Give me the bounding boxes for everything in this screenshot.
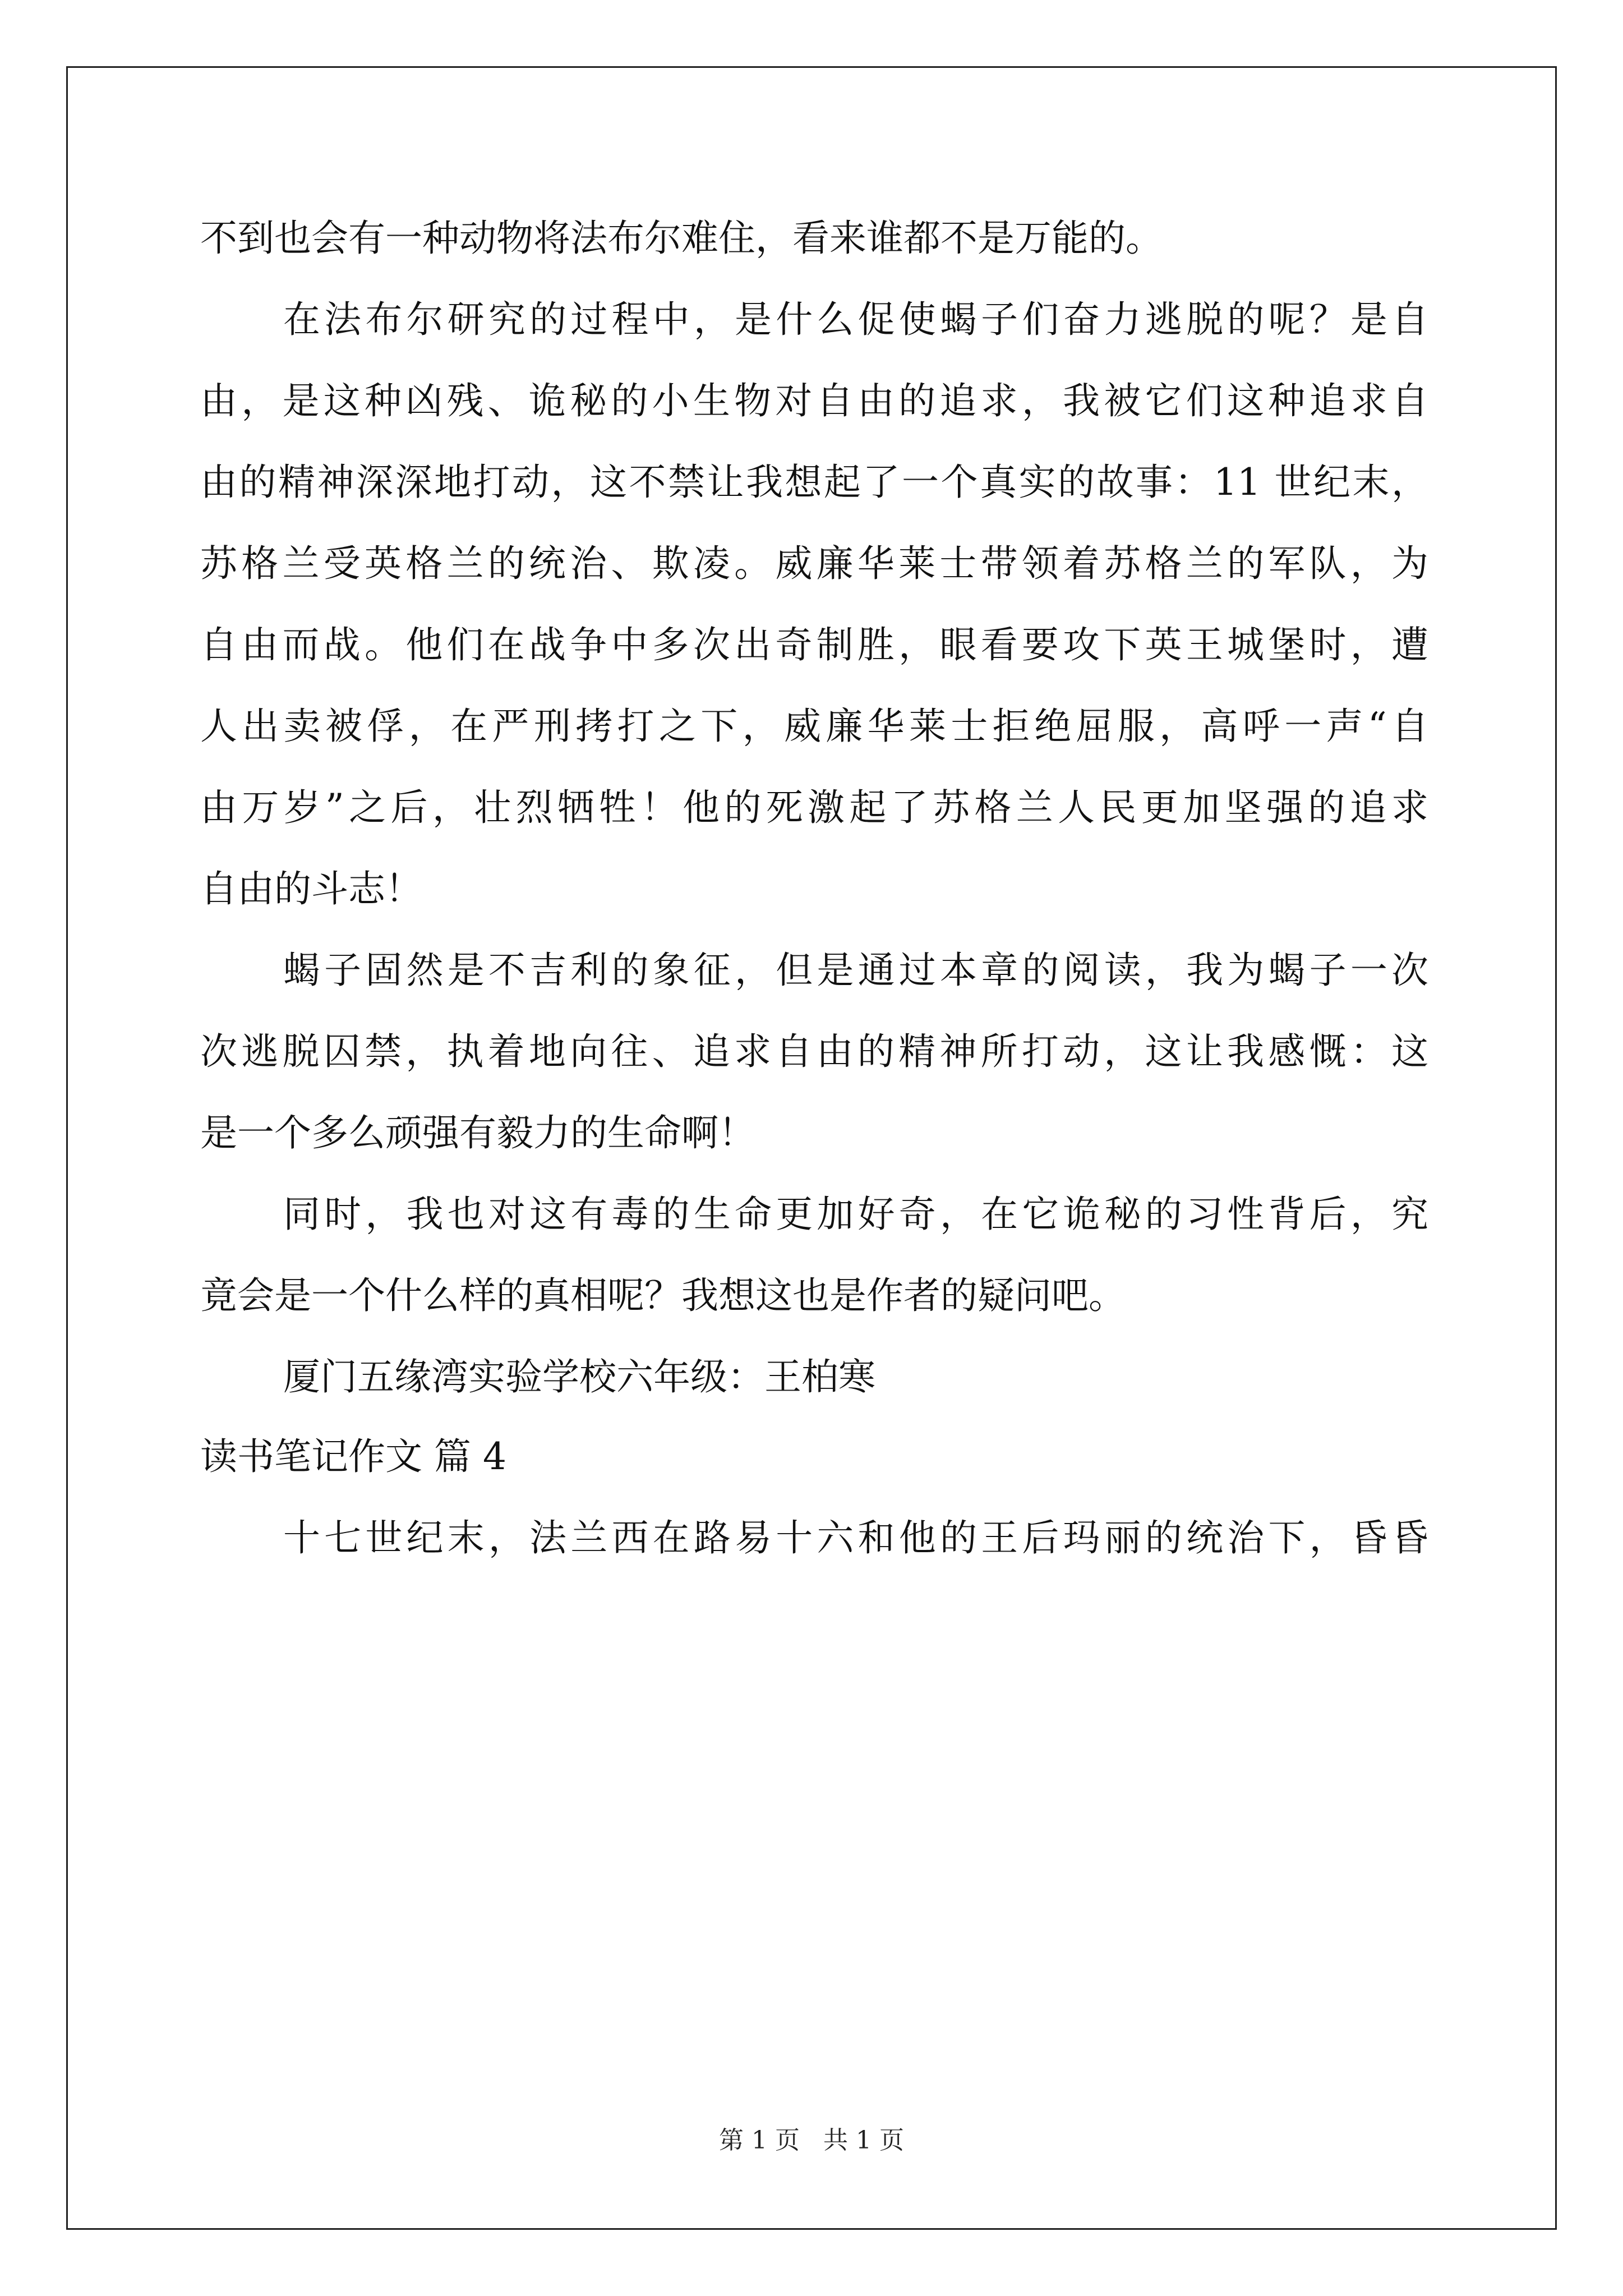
paragraph-first-line: 在法布尔研究的过程中，是什么促使蝎子们奋力逃脱的呢？是自	[283, 298, 1428, 341]
text-line: 竟会是一个什么样的真相呢？我想这也是作者的疑问吧。	[200, 1274, 1126, 1317]
text-line: 由，是这种凶残、诡秘的小生物对自由的追求，我被它们这种追求自	[200, 379, 1428, 422]
page-footer: 第 1 页 共 1 页	[719, 2126, 904, 2155]
text-line: 苏格兰受英格兰的统治、欺凌。威廉华莱士带领着苏格兰的军队，为	[200, 542, 1428, 585]
text-line: 由的精神深深地打动，这不禁让我想起了一个真实的故事：11 世纪末，	[200, 461, 1428, 504]
text-line: 自由的斗志！	[200, 867, 422, 910]
text-line: 人出卖被俘，在严刑拷打之下，威廉华莱士拒绝屈服，高呼一声“自	[200, 705, 1428, 748]
text-line: 自由而战。他们在战争中多次出奇制胜，眼看要攻下英王城堡时，遭	[200, 623, 1428, 666]
author-line: 厦门五缘湾实验学校六年级：王柏寒	[283, 1355, 875, 1398]
section-heading: 读书笔记作文 篇 4	[200, 1435, 506, 1478]
text-line: 次逃脱囚禁，执着地向往、追求自由的精神所打动，这让我感慨：这	[200, 1030, 1428, 1073]
paragraph-first-line: 同时，我也对这有毒的生命更加好奇，在它诡秘的习性背后，究	[283, 1193, 1428, 1236]
text-line: 不到也会有一种动物将法布尔难住，看来谁都不是万能的。	[200, 217, 1163, 260]
text-line: 由万岁”之后，壮烈牺牲！他的死激起了苏格兰人民更加坚强的追求	[200, 786, 1428, 829]
paragraph-first-line: 十七世纪末，法兰西在路易十六和他的王后玛丽的统治下，昏昏	[283, 1516, 1428, 1559]
text-line: 是一个多么顽强有毅力的生命啊！	[200, 1111, 755, 1154]
paragraph-first-line: 蝎子固然是不吉利的象征，但是通过本章的阅读，我为蝎子一次	[283, 949, 1428, 992]
